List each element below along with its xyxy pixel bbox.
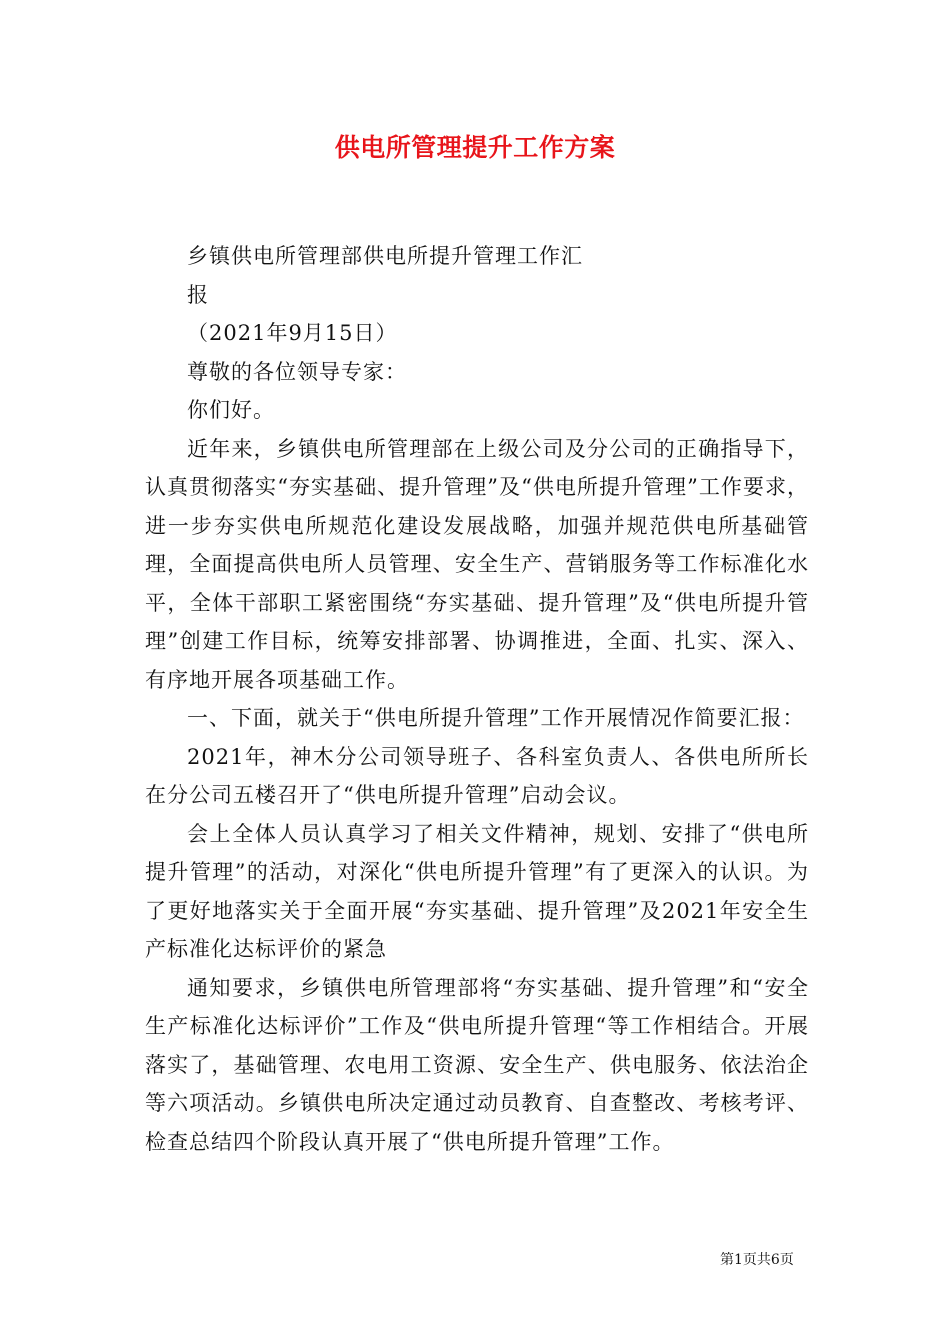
paragraph-section-one: 一、下面，就关于“供电所提升管理”工作开展情况作简要汇报： <box>187 706 805 730</box>
paragraph-salutation: 尊敬的各位领导专家： <box>187 359 407 384</box>
paragraph-heading-line1: 乡镇供电所管理部供电所提升管理工作汇 <box>187 244 583 268</box>
paragraph-date: （2021年9月15日） <box>187 321 398 345</box>
paragraph-study: 会上全体人员认真学习了相关文件精神，规划、安排了“供电所提升管理”的活动，对深化“供电所提升管理”有了更深入的认识。为了更好地落实关于全面开展“夯实基础、提升管理”及2021年安全生产标准化达标评价的紧急 <box>145 821 809 961</box>
paragraph-intro: 近年来，乡镇供电所管理部在上级公司及分公司的正确指导下，认真贯彻落实“夯实基础、提升管理”及“供电所提升管理”工作要求，进一步夯实供电所规范化建设发展战略，加强并规范供电所基础管理，全面提高供电所人员管理、安全生产、营销服务等工作标准化水平，全体干部职工紧密围绕“夯实基础、提升管理”及“供电所提升管理”创建工作目标，统筹安排部署、协调推进，全面、扎实、深入、有序地开展各项基础工作。 <box>145 436 809 692</box>
page-number: 第1页共6页 <box>720 1252 794 1268</box>
document-title: 供电所管理提升工作方案 <box>334 133 616 162</box>
paragraph-greeting: 你们好。 <box>187 398 275 422</box>
paragraph-heading-line2: 报 <box>187 282 209 307</box>
document-body <box>145 237 809 1161</box>
paragraph-notice: 通知要求，乡镇供电所管理部将“夯实基础、提升管理”和“安全生产标准化达标评价”工作及“供电所提升管理“等工作相结合。开展落实了，基础管理、农电用工资源、安全生产、供电服务、依法治企等六项活动。乡镇供电所决定通过动员教育、自查整改、考核考评、检查总结四个阶段认真开展了“供电所提升管理”工作。 <box>145 975 809 1154</box>
paragraph-meeting: 2021年，神木分公司领导班子、各科室负责人、各供电所所长在分公司五楼召开了“供电所提升管理”启动会议。 <box>145 744 809 807</box>
